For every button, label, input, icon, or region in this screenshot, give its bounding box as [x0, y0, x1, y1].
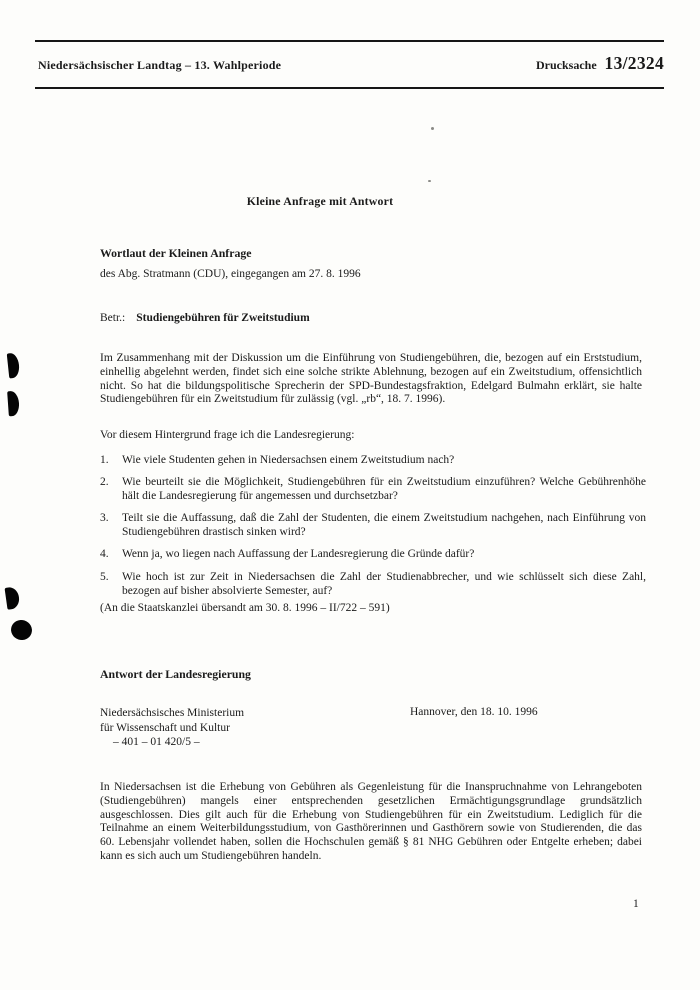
ministry-line: für Wissenschaft und Kultur — [100, 721, 230, 734]
place-and-date: Hannover, den 18. 10. 1996 — [410, 706, 538, 718]
question-number: 5. — [100, 570, 109, 583]
subject-text: Studiengebühren für Zweitstudium — [136, 312, 310, 324]
answer-section-heading: Antwort der Landesregierung — [100, 667, 251, 681]
question-number: 3. — [100, 512, 109, 525]
header-drucksache — [535, 53, 664, 74]
header-rule-bottom — [35, 87, 664, 89]
document-title: Kleine Anfrage mit Antwort — [246, 194, 394, 208]
question-text: Wie beurteilt sie die Möglichkeit, Studiengebühren für ein Zweitstudium einzuführen? Welche Gebührenhöhe hält die Landesregierung für angemessen und durchsetzbar? — [122, 476, 646, 503]
answer-body-paragraph: In Niedersachsen ist die Erhebung von Gebühren als Gegenleistung für die Inanspruchnahme von Lehrangeboten (Studiengebühren) mangels einer entsprechenden gesetzlichen Ermächtigungsgrundlage grundsätzlich ausgeschlossen. Dies gilt auch für die Erhebung von Studiengebühren für ein Zweitstudium. Lediglich für die Teilnahme an einem Weiterbildungsstudium, von Gasthörerinnen und Gasthörern sowie von Studierenden, die das 60. Lebensjahr vollendet haben, sollen die Hochschulen gemäß § 81 NHG Gebühren oder Entgelte erheben; dabei kann es sich auch um Studiengebühren handeln. — [100, 781, 642, 862]
question-intro-paragraph: Im Zusammenhang mit der Diskussion um die Einführung von Studiengebühren, die, bezogen auf ein Erststudium, einhellig abgelehnt werden, findet sich eine solche strikte Ablehnung, bezogen auf ein Zweitstudium, offensichtlich nicht. So hat die bildungspolitische Sprecherin der SPD-Bundestagsfraktion, Edelgard Bulmahn erklärt, sie halte Studiengebühren für ein Zweitstudium für zulässig (vgl. „rb“, 18. 7. 1996). — [100, 352, 642, 406]
transmittal-note: (An die Staatskanzlei übersandt am 30. 8. 1996 – II/722 – 591) — [100, 602, 390, 614]
ministry-address-block — [100, 706, 244, 750]
question-author-line: des Abg. Stratmann (CDU), eingegangen am 27. 8. 1996 — [100, 268, 361, 280]
header-rule-top — [35, 40, 664, 42]
question-number: 4. — [100, 548, 109, 561]
question-item — [100, 571, 646, 599]
question-number: 1. — [100, 454, 109, 466]
question-text: Wenn ja, wo liegen nach Auffassung der Landesregierung die Gründe dafür? — [122, 548, 475, 561]
scan-speck — [431, 127, 434, 130]
drucksache-label: Drucksache — [535, 58, 597, 72]
question-section-heading: Wortlaut der Kleinen Anfrage — [100, 246, 252, 260]
question-text: Teilt sie die Auffassung, daß die Zahl der Studenten, die einem Zweitstudium nachgehen, nach Einführung von Studiengebühren drastisch sinken wird? — [122, 512, 646, 539]
punch-hole-mark — [8, 617, 34, 643]
question-item — [100, 548, 646, 562]
ministry-line: Niedersächsisches Ministerium — [100, 707, 245, 719]
question-list — [100, 454, 646, 607]
question-item — [100, 454, 646, 468]
question-item — [100, 512, 646, 540]
document-header — [38, 53, 664, 74]
drucksache-number: 13/2324 — [604, 53, 664, 73]
punch-hole-mark — [5, 586, 21, 610]
question-text: Wie viele Studenten gehen in Niedersachsen einem Zweitstudium nach? — [122, 454, 455, 466]
question-number: 2. — [100, 476, 109, 489]
question-lead-in: Vor diesem Hintergrund frage ich die Landesregierung: — [100, 429, 355, 441]
subject-label: Betr.: — [100, 312, 126, 324]
subject-line — [100, 312, 310, 326]
page-number: 1 — [633, 898, 639, 910]
header-parliament-title: Niedersächsischer Landtag – 13. Wahlperiode — [38, 58, 282, 72]
punch-hole-mark — [7, 391, 20, 417]
question-item — [100, 476, 646, 504]
scan-speck — [428, 180, 431, 182]
ministry-reference-number: – 401 – 01 420/5 – — [113, 736, 200, 749]
punch-hole-mark — [7, 352, 21, 378]
question-text: Wie hoch ist zur Zeit in Niedersachsen die Zahl der Studienabbrecher, und wie schlüsselt sich diese Zahl, bezogen auf bisher absolvierte Semester, auf? — [122, 570, 646, 597]
